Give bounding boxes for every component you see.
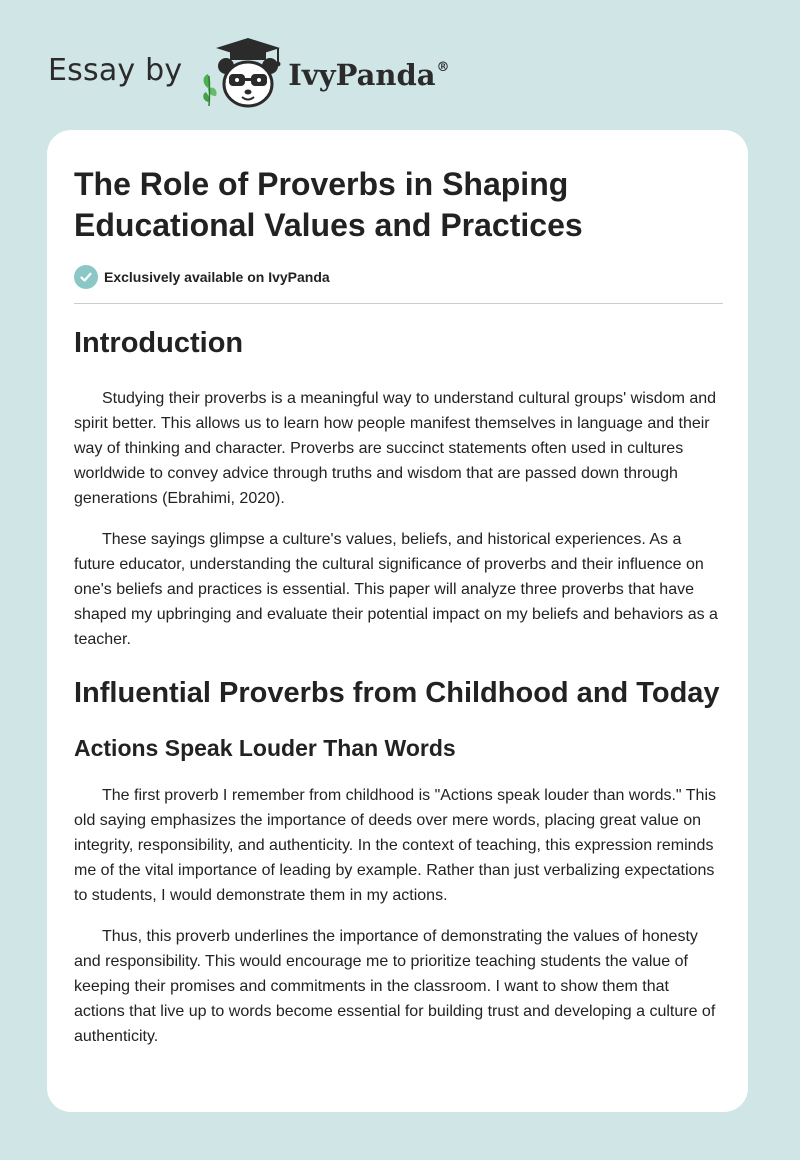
panda-logo-icon[interactable] <box>200 36 282 112</box>
site-header <box>48 36 450 112</box>
intro-paragraph-2: These sayings glimpse a culture's values, beliefs, and historical experiences. As a future educator, understanding the cultural significance of proverbs and their influence on one's beliefs and practices is essential. This paper will analyze three proverbs that have shaped my upbringing and evaluate their potential impact on my beliefs and behaviors as a teacher. <box>74 531 718 648</box>
exclusive-badge-label: Exclusively available on IvyPanda <box>104 269 330 285</box>
registered-mark: ® <box>436 60 450 75</box>
intro-paragraph-1: Studying their proverbs is a meaningful way to understand cultural groups' wisdom and spirit better. This allows us to learn how people manifest themselves in language and their way of thinking and character. Proverbs are succinct statements often used in cultures worldwide to convey advice through truths and wisdom that are passed down through generations (Ebrahimi, 2020). <box>74 390 717 507</box>
heading-influential-proverbs: Influential Proverbs from Childhood and Today <box>74 677 720 709</box>
heading-introduction: Introduction <box>74 327 244 359</box>
heading-actions-speak-louder: Actions Speak Louder Than Words <box>74 735 456 761</box>
essay-card <box>47 130 748 1112</box>
brand-label[interactable]: IvyPanda <box>288 58 436 92</box>
check-icon <box>74 265 98 289</box>
essay-content <box>74 323 724 1049</box>
actions-paragraph-1: The first proverb I remember from childhood is "Actions speak louder than words." This old saying emphasizes the importance of deeds over mere words, placing great value on integrity, responsibility, and authenticity. In the context of teaching, this expression reminds me of the vital importance of leading by example. Rather than just verbalizing expectations to students, I would demonstrate them in my actions. <box>74 787 716 904</box>
exclusive-badge <box>74 264 330 290</box>
brand-name[interactable] <box>288 58 449 92</box>
essay-title: The Role of Proverbs in Shaping Educational Values and Practices <box>74 166 583 243</box>
title-divider <box>74 303 723 304</box>
actions-paragraph-2: Thus, this proverb underlines the importance of demonstrating the values of honesty and responsibility. This would encourage me to prioritize teaching students the value of keeping their promises and commitments in the classroom. I want to show them that actions that live up to words become essential for building trust and developing a culture of authenticity. <box>74 928 716 1045</box>
essay-by-label: Essay by <box>48 52 183 88</box>
